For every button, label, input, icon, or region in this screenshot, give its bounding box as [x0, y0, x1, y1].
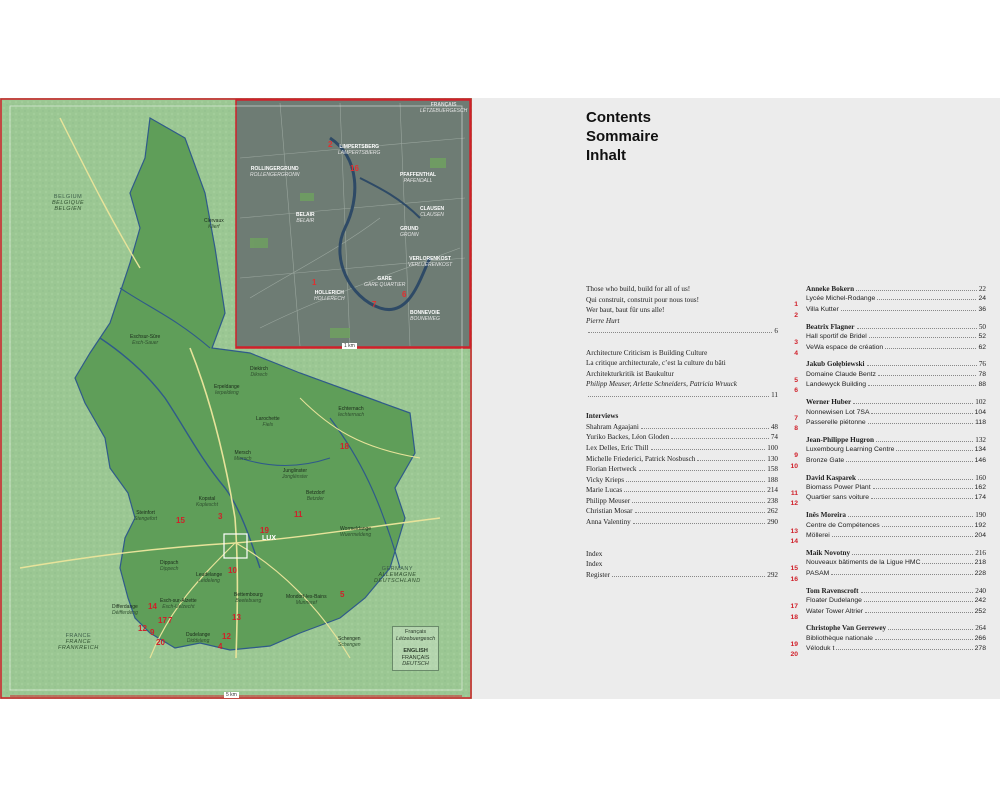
author-group	[790, 510, 986, 546]
project-title: Centre de Compétences	[806, 521, 880, 529]
place-steinfort: Steinfort Stengefort	[134, 510, 158, 522]
marker-12b: 12	[222, 632, 231, 641]
project-title: Nonnewisen Lot 7SA	[806, 408, 870, 416]
essay2-title-en: Architecture Criticism is Building Culture	[586, 348, 708, 357]
project-title: Quartier sans voiture	[806, 494, 870, 502]
interview-page: 290	[767, 518, 778, 527]
marker-4: 4	[218, 642, 223, 651]
inset-bonnevoie: BONNEVOIE BOUNEWEG	[410, 310, 441, 322]
interview-name: Florian Hertweck	[586, 465, 637, 474]
project-number: 3	[794, 339, 798, 347]
project-number: 16	[790, 575, 798, 583]
project-page: 252	[974, 607, 986, 615]
author-page: 240	[975, 586, 986, 595]
project-title: Landewyck Building	[806, 381, 867, 389]
interview-row[interactable]	[586, 485, 778, 496]
interviews-list	[586, 422, 778, 528]
project-row[interactable]	[794, 380, 986, 395]
map-graphic	[0, 98, 472, 699]
marker-5: 5	[340, 590, 345, 599]
author-group	[790, 473, 986, 508]
marker-14: 14	[148, 602, 157, 611]
place-schengen: Schengen Schengen	[338, 636, 361, 648]
inset-belair: BELAIR BELAIR	[296, 212, 315, 224]
main-scale-label: 5 km	[226, 692, 237, 698]
inset-legend: FRANÇAIS LËTZEBUERGESCH	[420, 102, 468, 114]
marker-6: 6	[402, 290, 407, 299]
interview-name: Philipp Meuser	[586, 496, 631, 505]
author-name: Inês Moreira	[806, 511, 846, 520]
author-page: 160	[975, 473, 986, 482]
author-name: Anneke Bokern	[806, 285, 855, 293]
place-kopstal: Kopstal Koplescht	[196, 496, 218, 508]
interview-row[interactable]	[586, 443, 778, 454]
interview-page: 130	[767, 454, 778, 463]
author-page: 22	[978, 285, 986, 293]
marker-12: 12	[138, 624, 147, 633]
project-row[interactable]	[790, 456, 986, 470]
project-title: Möllerei	[806, 532, 830, 540]
author-group	[790, 548, 986, 583]
project-row[interactable]	[794, 343, 986, 357]
project-page: 118	[975, 418, 986, 426]
contents-heading	[586, 108, 659, 165]
project-title: Luxembourg Learning Centre	[806, 446, 895, 454]
marker-10: 10	[228, 566, 237, 575]
project-row[interactable]	[790, 521, 986, 535]
project-page: 62	[978, 343, 986, 351]
marker-7b: 7	[168, 616, 173, 625]
author-name: Werner Huber	[806, 398, 852, 407]
essay1-author: Pierre Hurt	[586, 316, 620, 325]
inset-clausen: CLAUSEN CLAUSEN	[420, 206, 445, 218]
project-number: 15	[790, 565, 798, 573]
interview-page: 100	[767, 443, 778, 452]
project-page: 174	[974, 494, 986, 502]
project-title: Hall sportif de Bridel	[806, 333, 867, 341]
project-title: PASAM	[806, 569, 830, 577]
author-name: Jean-Philippe Hugron	[806, 435, 874, 444]
essay1-title-en: Those who build, build for all of us!	[586, 285, 691, 293]
interview-name: Marie Lucas	[586, 486, 623, 495]
project-number: 14	[790, 538, 798, 546]
project-title: VeWa espace de création	[806, 343, 884, 351]
project-page: 36	[978, 305, 986, 313]
place-larochette: Larochette Fiels	[256, 416, 280, 428]
author-page: 264	[975, 624, 986, 633]
interview-row[interactable]	[586, 496, 778, 507]
project-number: 13	[790, 527, 798, 535]
author-group	[794, 397, 986, 432]
project-page: 134	[974, 446, 986, 454]
project-number: 7	[794, 414, 798, 422]
project-page: 104	[974, 408, 986, 416]
project-number: 2	[794, 311, 798, 319]
interview-page: 262	[767, 507, 778, 516]
interview-row[interactable]	[586, 454, 778, 465]
author-row[interactable]	[806, 397, 986, 407]
essay1-page-row[interactable]	[586, 326, 778, 337]
inset-grund: GRUND GRONN	[400, 226, 419, 238]
project-number: 12	[790, 500, 798, 508]
essay2-page-row[interactable]	[586, 390, 778, 401]
index-line-2: Index	[586, 560, 603, 569]
place-wormeldange: Wormeldange Wuermeldeng	[340, 526, 372, 538]
interview-name: Lex Delles, Eric Thill	[586, 443, 649, 452]
country-france-label: FRANCE FRANCE FRANKREICH	[58, 633, 99, 651]
marker-16: 16	[350, 164, 359, 173]
project-page: 192	[974, 521, 986, 529]
author-page: 190	[975, 511, 986, 520]
marker-11: 11	[294, 510, 303, 519]
marker-7: 7	[372, 300, 377, 309]
interview-page: 48	[770, 422, 778, 431]
project-page: 218	[974, 559, 986, 567]
author-row[interactable]	[806, 586, 986, 596]
project-title: Passerelle piétonne	[806, 418, 866, 426]
contents-page	[472, 98, 1000, 699]
author-row[interactable]	[806, 510, 986, 520]
place-diekirch: Diekirch Dikrech	[250, 366, 269, 378]
essay1-page: 6	[774, 327, 778, 336]
project-number: 5	[794, 376, 798, 384]
project-row[interactable]	[790, 634, 986, 648]
project-title: Biomass Power Plant	[806, 484, 871, 491]
project-title: Bronze Gate	[806, 456, 845, 464]
marker-18: 18	[340, 442, 349, 451]
place-lux: LUX	[262, 535, 276, 542]
luxembourg-map	[0, 98, 472, 699]
place-leudelange: Leudelange Leideleng	[196, 572, 223, 584]
index-line-1: Index	[586, 549, 603, 558]
author-row[interactable]	[806, 284, 986, 294]
project-page: 228	[974, 569, 986, 577]
register-label: Register	[586, 571, 610, 580]
interview-name: Anna Valentiny	[586, 518, 631, 527]
project-number: 17	[790, 603, 798, 611]
essay2-author: Philipp Meuser, Arlette Schneiders, Patricia Wruuck	[586, 380, 737, 389]
marker-17: 17	[158, 616, 167, 625]
author-name: Tom Ravenscroft	[806, 586, 859, 595]
project-page: 52	[978, 333, 986, 341]
project-number: 11	[790, 490, 798, 497]
project-number: 20	[790, 651, 798, 659]
place-erpeldange: Erpeldange Ierpeldeng	[214, 384, 240, 396]
project-number: 19	[790, 640, 798, 648]
project-title: Domaine Claude Bentz	[806, 370, 876, 378]
place-differdange: Differdange Déifferdeng	[112, 604, 138, 616]
place-mondorf: Mondorf-les-Bains Munneref	[286, 594, 327, 606]
author-page: 132	[975, 435, 986, 444]
author-page: 216	[975, 549, 986, 558]
interview-row[interactable]	[586, 422, 778, 433]
marker-19: 19	[260, 526, 269, 535]
heading-fr: Sommaire	[586, 128, 659, 145]
essay1-title-de: Wer baut, baut für uns alle!	[586, 306, 665, 315]
author-group	[790, 435, 986, 470]
project-number: 10	[790, 462, 798, 470]
author-row[interactable]	[806, 623, 986, 633]
author-group	[790, 586, 986, 621]
project-title: Lycée Michel-Rodange	[806, 295, 876, 303]
author-name: Beatrix Flagner	[806, 322, 855, 331]
interview-name: Vicky Krieps	[586, 475, 625, 484]
essay2-title-de: Architekturkritik ist Baukultur	[586, 369, 674, 378]
inset-rollingergrund: ROLLINGERGRUND ROLLENGERGRONN	[250, 166, 300, 178]
author-row[interactable]	[806, 359, 986, 369]
heading-de: Inhalt	[586, 147, 626, 164]
interview-page: 158	[767, 465, 778, 474]
project-title: Nouveaux bâtiments de la Ligue HMC	[806, 559, 921, 567]
project-page: 146	[974, 456, 986, 464]
author-row[interactable]	[806, 473, 986, 483]
place-dudelange: Dudelange Diddeleng	[186, 632, 211, 644]
country-germany-label: GERMANY ALLEMAGNE DEUTSCHLAND	[374, 566, 421, 584]
author-group	[794, 284, 986, 319]
place-dippach: Dippach Dippech	[160, 560, 179, 572]
author-page: 76	[978, 360, 986, 369]
marker-13: 13	[232, 613, 241, 622]
essay1-title-fr: Qui construit, construit pour nous tous!	[586, 295, 699, 304]
project-row[interactable]	[794, 418, 986, 432]
project-page: 204	[974, 532, 986, 540]
author-name: Maik Novotny	[806, 549, 851, 558]
marker-15: 15	[176, 516, 185, 525]
marker-2: 2	[328, 140, 333, 149]
author-group	[790, 623, 986, 659]
inset-gare: GARE GARE QUARTIER	[364, 276, 406, 288]
author-page: 102	[975, 398, 986, 407]
language-legend: Français Lëtzebuergesch ENGLISH FRANÇAIS DEUTSCH	[392, 626, 439, 671]
interview-name: Michelle Friederici, Patrick Nosbusch	[586, 454, 696, 463]
author-name: Jakub Gołębiewski	[806, 360, 865, 369]
place-esch-sur-sure: Eschsur-Sûre Esch-Sauer	[130, 334, 161, 346]
interview-page: 74	[770, 433, 778, 442]
interview-page: 214	[767, 486, 778, 495]
interview-row[interactable]	[586, 475, 778, 486]
place-betzdorf: Betzdorf Betzder	[306, 490, 325, 502]
project-page: 278	[974, 645, 986, 653]
toc-left-column	[586, 284, 778, 581]
project-page: 88	[978, 381, 986, 389]
project-page: 242	[974, 597, 986, 605]
heading-en: Contents	[586, 109, 651, 126]
interview-name: Christian Mosar	[586, 507, 633, 516]
project-page: 266	[974, 634, 986, 642]
author-row[interactable]	[806, 322, 986, 332]
project-number: 18	[790, 613, 798, 621]
author-row[interactable]	[806, 435, 986, 445]
project-row[interactable]	[794, 370, 986, 384]
inset-pfaffenthal: PFAFFENTHAL PAFENDALL	[400, 172, 437, 184]
interviews-title: Interviews	[586, 412, 619, 421]
inset-scale-label: 1 km	[344, 343, 355, 349]
author-name: David Kasparek	[806, 473, 856, 482]
project-number: 9	[794, 452, 798, 460]
project-title: Bibliothèque nationale	[806, 634, 873, 642]
marker-1: 1	[312, 278, 317, 287]
country-belgium-label: BELGIUM BELGIQUE BELGIEN	[52, 194, 85, 212]
project-title: Véloduk t	[806, 645, 835, 653]
project-title: Water Tower Altrier	[806, 607, 864, 615]
interview-row[interactable]	[586, 517, 778, 528]
project-page: 24	[978, 295, 986, 303]
inset-verlorenkost: VERLORENKOST VERLUERENKOST	[408, 256, 453, 268]
place-bettembourg: Bettembourg Beetebuerg	[234, 592, 263, 604]
place-mersch: Mersch Miersch	[234, 450, 252, 462]
register-row[interactable]	[586, 570, 778, 581]
place-esch-sur-alzette: Esch-sur-Alzette Esch-Uelzecht	[160, 598, 197, 610]
interview-name: Yuriko Backes, Léon Gloden	[586, 433, 670, 442]
place-clervaux: Clervaux Klierf	[204, 218, 224, 230]
project-number: 4	[794, 349, 798, 357]
interview-page: 238	[767, 496, 778, 505]
interview-name: Shahram Agaajani	[586, 422, 639, 431]
author-group	[794, 322, 986, 357]
place-echternach: Echternach Iechternach	[338, 406, 365, 418]
project-page: 78	[978, 370, 986, 378]
project-page: 162	[974, 484, 986, 491]
marker-3: 3	[218, 512, 223, 521]
project-row[interactable]	[790, 483, 986, 497]
interview-row[interactable]	[586, 432, 778, 443]
inset-limpertsberg: LIMPERTSBERG LAMPERTSBIERG	[338, 144, 381, 156]
author-name: Christophe Van Gerrewey	[806, 624, 887, 633]
register-page: 292	[767, 571, 778, 580]
author-page: 50	[978, 322, 986, 331]
place-junglinster: Junglinster Jonglënster	[282, 468, 308, 480]
interview-page: 188	[767, 475, 778, 484]
inset-hollerich: HOLLERICH HOLLERECH	[314, 290, 345, 302]
project-title: Villa Kutter	[806, 305, 839, 313]
essay2-title-fr: La critique architecturale, c’est la culture du bâti	[586, 359, 726, 368]
project-row[interactable]	[794, 305, 986, 319]
project-number: 1	[794, 301, 798, 309]
project-number: 8	[794, 424, 798, 432]
author-row[interactable]	[806, 548, 986, 558]
marker-20: 20	[156, 638, 165, 647]
project-number: 6	[794, 387, 798, 395]
essay2-page: 11	[771, 390, 778, 399]
author-group	[794, 359, 986, 395]
toc-right-column	[790, 284, 986, 661]
marker-9: 9	[150, 628, 155, 637]
interview-row[interactable]	[586, 464, 778, 475]
interview-row[interactable]	[586, 506, 778, 517]
project-title: Floater Dudelange	[806, 597, 862, 605]
